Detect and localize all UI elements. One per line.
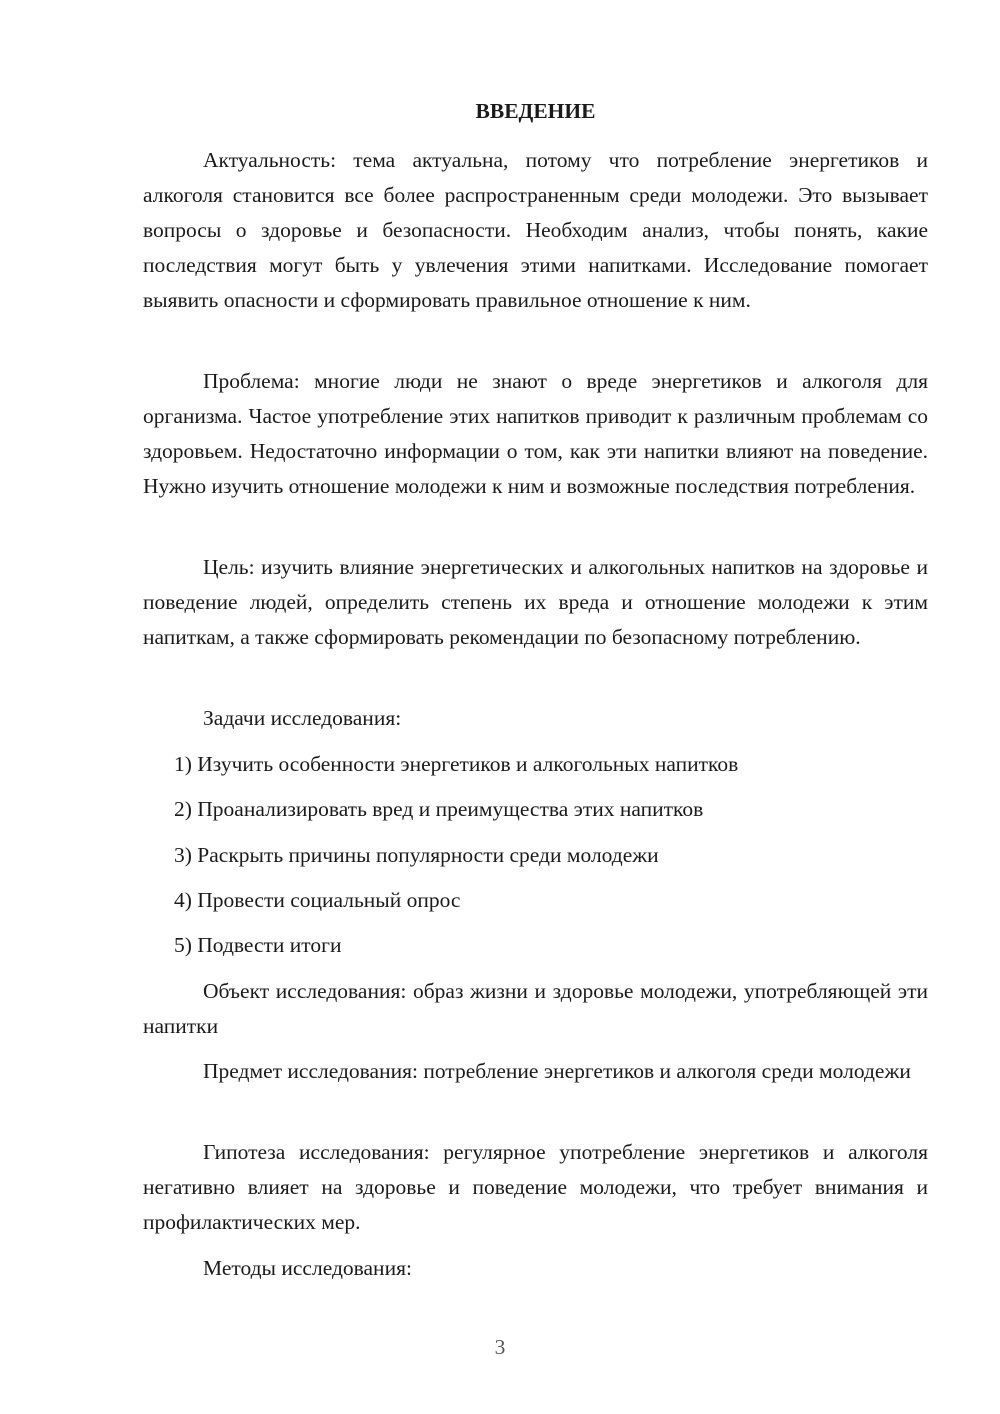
section-title: ВВЕДЕНИЕ <box>475 99 596 123</box>
relevance-paragraph: Актуальность: тема актуальна, потому что потребление энергетиков и алкоголя становится все более распространенным среди молодежи. Это вызывает вопросы о здоровье и безопасности. Необходим анализ, чтобы понять, какие последствия могут быть у увлечения этими напитками. Исследование помогает выявить опасности и сформировать правильное отношение к ним. <box>143 148 928 312</box>
hypothesis-paragraph: Гипотеза исследования: регулярное употребление энергетиков и алкоголя негативно влияет на здоровье и поведение молодежи, что требует внимания и профилактических мер. <box>143 1140 928 1234</box>
methods-heading: Методы исследования: <box>203 1256 412 1280</box>
task-item-5: 5) Подвести итоги <box>174 933 342 957</box>
goal-paragraph: Цель: изучить влияние энергетических и алкогольных напитков на здоровье и поведение людей, определить степень их вреда и отношение молодежи к этим напиткам, а также сформировать рекомендации по безопасному потреблению. <box>143 555 928 649</box>
task-item-3: 3) Раскрыть причины популярности среди молодежи <box>174 843 659 867</box>
task-item-4: 4) Провести социальный опрос <box>174 888 461 912</box>
subject-paragraph: Предмет исследования: потребление энергетиков и алкоголя среди молодежи <box>203 1059 911 1083</box>
page-number: 3 <box>494 1335 506 1359</box>
object-paragraph: Объект исследования: образ жизни и здоровье молодежи, употребляющей эти напитки <box>143 979 928 1038</box>
problem-paragraph: Проблема: многие люди не знают о вреде энергетиков и алкоголя для организма. Частое употребление этих напитков приводит к различным проблемам со здоровьем. Недостаточно информации о том, как эти напитки влияют на поведение. Нужно изучить отношение молодежи к ним и возможные последствия потребления. <box>143 369 928 498</box>
tasks-heading: Задачи исследования: <box>203 706 402 730</box>
task-item-1: 1) Изучить особенности энергетиков и алкогольных напитков <box>174 752 739 776</box>
task-item-2: 2) Проанализировать вред и преимущества этих напитков <box>174 797 704 821</box>
